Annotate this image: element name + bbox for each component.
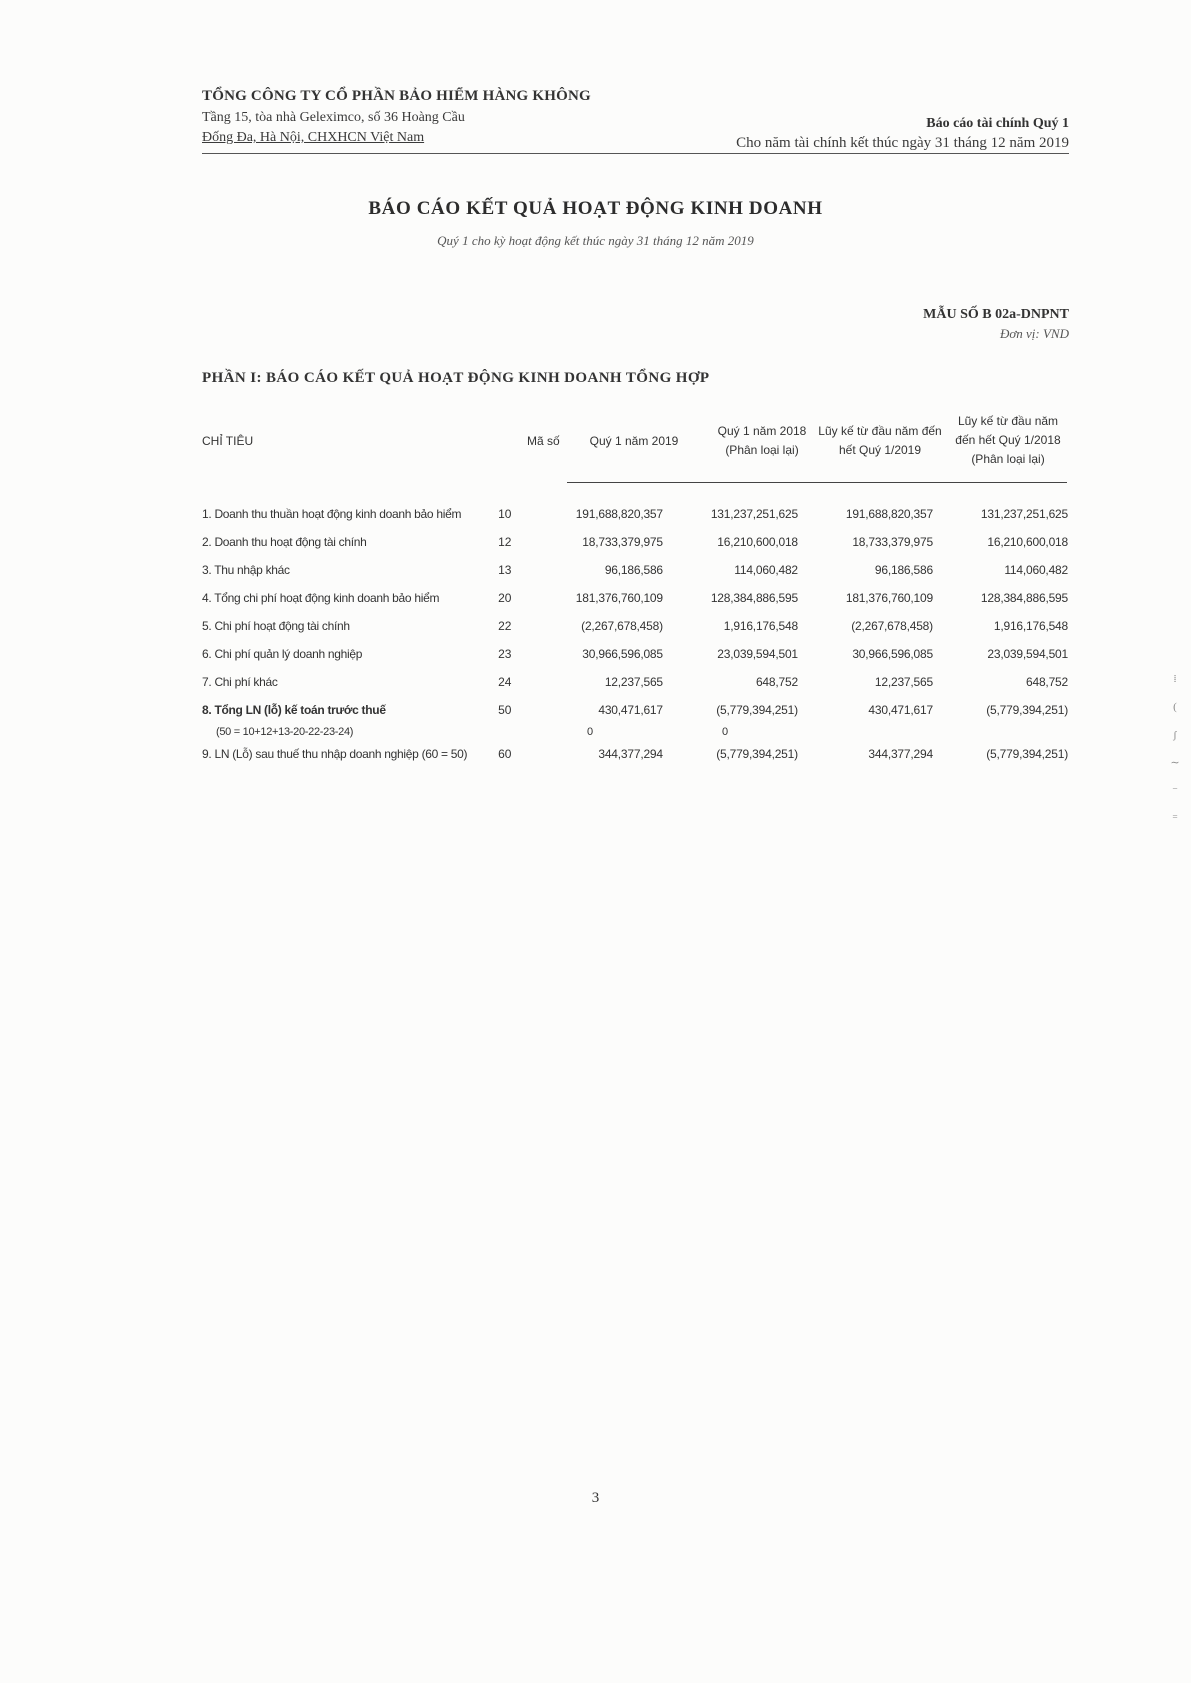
currency-unit: Đơn vị: VND	[999, 326, 1069, 341]
cell-ytd-2019: 12,237,565	[874, 675, 933, 689]
cell-q1-2018: 128,384,886,595	[710, 591, 798, 605]
cell-ytd-2019: 430,471,617	[868, 703, 933, 717]
form-code: MẪU SỐ B 02a-DNPNT	[923, 307, 1069, 322]
table-row	[202, 696, 1068, 724]
cell-ytd-2018: 131,237,251,625	[980, 507, 1068, 521]
table-row	[202, 612, 1068, 640]
table-row	[202, 740, 1068, 768]
company-address-line1: Tầng 15, tòa nhà Geleximco, số 36 Hoàng Cầu	[202, 110, 465, 125]
header-divider	[202, 153, 1069, 154]
report-period: Cho năm tài chính kết thúc ngày 31 tháng 12 năm 2019	[736, 135, 1069, 151]
cell-q1-2018: 1,916,176,548	[723, 619, 798, 633]
cell-ytd-2018: 114,060,482	[1004, 563, 1068, 577]
cell-ytd-2019: 96,186,586	[874, 563, 933, 577]
row-label: 6. Chi phí quản lý doanh nghiệp	[202, 647, 363, 661]
cell-q1-2019: 96,186,586	[604, 563, 663, 577]
row-label: 1. Doanh thu thuần hoạt động kinh doanh bảo hiểm	[202, 507, 462, 521]
formula-q1-2018: 0	[722, 726, 728, 738]
cell-q1-2019: 191,688,820,357	[575, 507, 663, 521]
cell-q1-2019: 430,471,617	[598, 703, 663, 717]
formula-q1-2019: 0	[586, 726, 593, 738]
row-label: 5. Chi phí hoạt động tài chính	[202, 619, 350, 633]
cell-q1-2018: 131,237,251,625	[710, 507, 798, 521]
table-row	[202, 556, 1068, 584]
row-code: 23	[498, 647, 512, 661]
cell-q1-2019: 12,237,565	[604, 675, 663, 689]
page-number: 3	[591, 1490, 600, 1506]
cell-ytd-2019: 181,376,760,109	[845, 591, 933, 605]
header-ytd-2018	[946, 412, 1070, 469]
cell-ytd-2018: 1,916,176,548	[993, 619, 1068, 633]
company-address-line2: Đống Đa, Hà Nội, CHXHCN Việt Nam	[202, 130, 425, 145]
row-label: 8. Tổng LN (lỗ) kế toán trước thuế	[202, 703, 386, 717]
header-rule	[567, 482, 1067, 483]
income-statement-table	[202, 500, 1068, 768]
section-title: PHẦN I: BÁO CÁO KẾT QUẢ HOẠT ĐỘNG KINH DOANH TỔNG HỢP	[202, 370, 710, 386]
header-q1-2018-line2: (Phân loại lại)	[725, 443, 799, 457]
header-code: Mã số	[527, 434, 560, 448]
cell-q1-2019: 18,733,379,975	[582, 535, 663, 549]
table-row	[202, 584, 1068, 612]
table-row	[202, 500, 1068, 528]
cell-ytd-2019: (2,267,678,458)	[851, 619, 933, 633]
row-label: 4. Tổng chi phí hoạt động kinh doanh bảo hiểm	[202, 591, 440, 605]
cell-ytd-2019: 191,688,820,357	[845, 507, 933, 521]
cell-q1-2018: (5,779,394,251)	[716, 747, 798, 761]
header-ytd-2019	[810, 422, 950, 460]
cell-q1-2018: 648,752	[755, 675, 798, 689]
table-row	[202, 668, 1068, 696]
cell-q1-2019: 344,377,294	[598, 747, 663, 761]
cell-q1-2018: 23,039,594,501	[717, 647, 798, 661]
row-code: 10	[498, 507, 512, 521]
row-label: 7. Chi phí khác	[202, 675, 278, 689]
cell-q1-2019: 30,966,596,085	[582, 647, 663, 661]
header-ytd-2019-line1: Lũy kế từ đầu năm đến	[818, 424, 942, 438]
header-q1-2019: Quý 1 năm 2019	[589, 434, 679, 448]
cell-ytd-2018: (5,779,394,251)	[986, 747, 1068, 761]
header-ytd-2019-line2: hết Quý 1/2019	[838, 443, 922, 457]
cell-ytd-2018: 23,039,594,501	[987, 647, 1068, 661]
row-code: 24	[498, 675, 512, 689]
report-type: Báo cáo tài chính Quý 1	[926, 116, 1069, 131]
row-label: 3. Thu nhập khác	[202, 563, 290, 577]
row-label: 9. LN (Lỗ) sau thuế thu nhập doanh nghiệp (60 = 50)	[202, 747, 468, 761]
cell-ytd-2018: (5,779,394,251)	[986, 703, 1068, 717]
row-label: 2. Doanh thu hoạt động tài chính	[202, 535, 367, 549]
cell-q1-2018: 114,060,482	[734, 563, 798, 577]
scan-margin-marks: ⁞ ( ʃ ∼ ⁻ ⁼	[1170, 673, 1180, 825]
table-row	[202, 640, 1068, 668]
cell-ytd-2019: 18,733,379,975	[852, 535, 933, 549]
formula-ytd-2019	[798, 724, 933, 740]
row-code: 50	[498, 703, 512, 717]
cell-ytd-2019: 344,377,294	[868, 747, 933, 761]
cell-ytd-2018: 648,752	[1026, 675, 1068, 689]
report-title: BÁO CÁO KẾT QUẢ HOẠT ĐỘNG KINH DOANH	[368, 198, 823, 219]
table-row	[202, 528, 1068, 556]
header-ytd-2018-line1: Lũy kế từ đầu năm	[957, 414, 1059, 428]
header-ytd-2018-line2: đến hết Quý 1/2018	[955, 433, 1061, 447]
formula-label: (50 = 10+12+13-20-22-23-24)	[216, 726, 354, 738]
formula-code	[498, 724, 528, 740]
cell-q1-2019: (2,267,678,458)	[581, 619, 663, 633]
company-name: TỔNG CÔNG TY CỔ PHẦN BẢO HIỂM HÀNG KHÔNG	[202, 88, 591, 104]
row-code: 60	[498, 747, 512, 761]
row-code: 20	[498, 591, 512, 605]
report-subtitle: Quý 1 cho kỳ hoạt động kết thúc ngày 31 tháng 12 năm 2019	[437, 233, 754, 248]
header-q1-2018	[700, 422, 824, 460]
header-label: CHỈ TIÊU	[202, 434, 254, 448]
header-ytd-2018-line3: (Phân loại lại)	[971, 452, 1045, 466]
cell-ytd-2018: 128,384,886,595	[980, 591, 1068, 605]
cell-q1-2018: (5,779,394,251)	[716, 703, 798, 717]
row-code: 12	[498, 535, 512, 549]
cell-ytd-2019: 30,966,596,085	[852, 647, 933, 661]
formula-row	[202, 724, 1068, 740]
formula-ytd-2018	[933, 724, 1068, 740]
cell-q1-2019: 181,376,760,109	[575, 591, 663, 605]
row-code: 13	[498, 563, 512, 577]
row-code: 22	[498, 619, 512, 633]
cell-q1-2018: 16,210,600,018	[717, 535, 798, 549]
header-q1-2018-line1: Quý 1 năm 2018	[717, 424, 807, 438]
cell-ytd-2018: 16,210,600,018	[987, 535, 1068, 549]
